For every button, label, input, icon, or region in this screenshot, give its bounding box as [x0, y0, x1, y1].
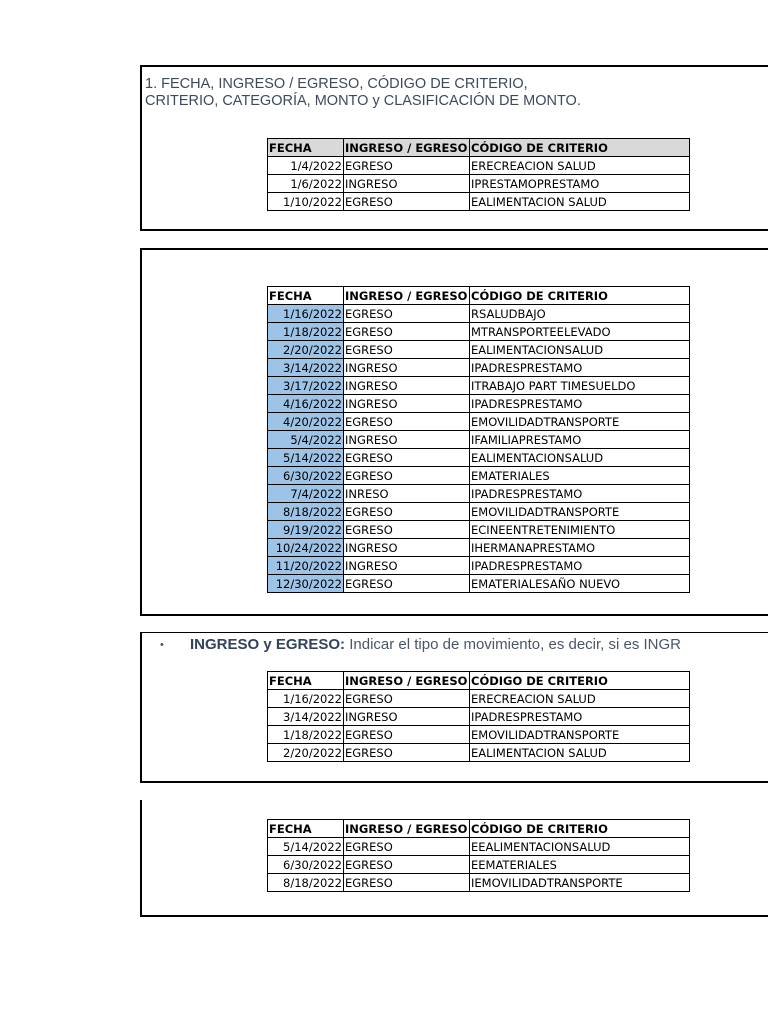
codigo-criterio-cell[interactable]: EALIMENTACIONSALUD — [470, 341, 690, 359]
codigo-criterio-cell[interactable]: MTRANSPORTEELEVADO — [470, 323, 690, 341]
title-line-1: 1. FECHA, INGRESO / EGRESO, CÓDIGO DE CRITERIO, — [145, 76, 528, 92]
codigo-criterio-cell[interactable]: EMOVILIDADTRANSPORTE — [470, 503, 690, 521]
ingreso-egreso-cell[interactable]: EGRESO — [344, 744, 470, 762]
codigo-criterio-cell[interactable]: IPADRESPRESTAMO — [470, 557, 690, 575]
ingreso-egreso-cell[interactable]: EGRESO — [344, 726, 470, 744]
table-row — [268, 449, 690, 467]
criteria-table-2 — [267, 286, 690, 593]
section-1-panel — [140, 65, 768, 231]
bullet-text: Indicar el tipo de movimiento, es decir, si es INGR — [345, 636, 682, 653]
ingreso-egreso-cell[interactable]: EGRESO — [344, 467, 470, 485]
ingreso-egreso-cell[interactable]: INGRESO — [344, 359, 470, 377]
criteria-table-1 — [267, 138, 690, 211]
codigo-criterio-cell[interactable]: EALIMENTACION SALUD — [470, 744, 690, 762]
fecha-cell[interactable]: 4/16/2022 — [268, 395, 344, 413]
codigo-criterio-header: CÓDIGO DE CRITERIO — [470, 672, 690, 690]
ingreso-egreso-header: INGRESO / EGRESO — [344, 672, 470, 690]
table-row — [268, 341, 690, 359]
codigo-criterio-cell[interactable]: IPADRESPRESTAMO — [470, 395, 690, 413]
page-title — [145, 76, 581, 110]
table-row — [268, 359, 690, 377]
codigo-criterio-header: CÓDIGO DE CRITERIO — [470, 820, 690, 838]
codigo-criterio-cell[interactable]: RSALUDBAJO — [470, 305, 690, 323]
table-row — [268, 157, 690, 175]
codigo-criterio-cell[interactable]: ERECREACION SALUD — [470, 157, 690, 175]
fecha-cell[interactable]: 6/30/2022 — [268, 467, 344, 485]
fecha-header: FECHA — [268, 672, 344, 690]
fecha-cell[interactable]: 2/20/2022 — [268, 341, 344, 359]
ingreso-egreso-cell[interactable]: INGRESO — [344, 175, 470, 193]
fecha-cell[interactable]: 1/16/2022 — [268, 305, 344, 323]
criteria-table-3 — [267, 671, 690, 762]
fecha-cell[interactable]: 3/17/2022 — [268, 377, 344, 395]
codigo-criterio-cell[interactable]: IPADRESPRESTAMO — [470, 359, 690, 377]
section-3-panel — [140, 632, 768, 783]
fecha-cell[interactable]: 3/14/2022 — [268, 708, 344, 726]
table-row — [268, 485, 690, 503]
codigo-criterio-cell[interactable]: EALIMENTACION SALUD — [470, 193, 690, 211]
ingreso-egreso-header: INGRESO / EGRESO — [344, 139, 470, 157]
fecha-cell[interactable]: 7/4/2022 — [268, 485, 344, 503]
ingreso-egreso-cell[interactable]: EGRESO — [344, 193, 470, 211]
fecha-header: FECHA — [268, 820, 344, 838]
ingreso-egreso-cell[interactable]: INGRESO — [344, 395, 470, 413]
ingreso-egreso-cell[interactable]: EGRESO — [344, 305, 470, 323]
fecha-cell[interactable]: 1/4/2022 — [268, 157, 344, 175]
fecha-cell[interactable]: 2/20/2022 — [268, 744, 344, 762]
fecha-cell[interactable]: 4/20/2022 — [268, 413, 344, 431]
ingreso-egreso-cell[interactable]: EGRESO — [344, 157, 470, 175]
codigo-criterio-cell[interactable]: EEMATERIALES — [470, 856, 690, 874]
table-row — [268, 467, 690, 485]
table-row — [268, 726, 690, 744]
codigo-criterio-cell[interactable]: EMOVILIDADTRANSPORTE — [470, 726, 690, 744]
fecha-cell[interactable]: 5/4/2022 — [268, 431, 344, 449]
table-row — [268, 874, 690, 892]
table-row — [268, 557, 690, 575]
fecha-cell[interactable]: 11/20/2022 — [268, 557, 344, 575]
fecha-cell[interactable]: 1/18/2022 — [268, 726, 344, 744]
bullet-dot: • — [160, 639, 164, 651]
table-header-row — [268, 820, 690, 838]
table-header-row — [268, 287, 690, 305]
table-row — [268, 305, 690, 323]
fecha-cell[interactable]: 8/18/2022 — [268, 503, 344, 521]
fecha-header: FECHA — [268, 139, 344, 157]
table-row — [268, 503, 690, 521]
ingreso-egreso-cell[interactable]: EGRESO — [344, 690, 470, 708]
ingreso-egreso-cell[interactable]: INGRESO — [344, 539, 470, 557]
ingreso-egreso-cell[interactable]: INGRESO — [344, 708, 470, 726]
table-row — [268, 413, 690, 431]
table-row — [268, 856, 690, 874]
section-4-panel — [140, 800, 768, 917]
fecha-cell[interactable]: 3/14/2022 — [268, 359, 344, 377]
table-row — [268, 193, 690, 211]
codigo-criterio-header: CÓDIGO DE CRITERIO — [470, 139, 690, 157]
codigo-criterio-cell[interactable]: IEMOVILIDADTRANSPORTE — [470, 874, 690, 892]
table-row — [268, 838, 690, 856]
ingreso-egreso-cell[interactable]: EGRESO — [344, 521, 470, 539]
ingreso-egreso-cell[interactable]: INGRESO — [344, 557, 470, 575]
codigo-criterio-cell[interactable]: IPRESTAMOPRESTAMO — [470, 175, 690, 193]
ingreso-egreso-header: INGRESO / EGRESO — [344, 287, 470, 305]
fecha-header: FECHA — [268, 287, 344, 305]
fecha-cell[interactable]: 1/18/2022 — [268, 323, 344, 341]
fecha-cell[interactable]: 12/30/2022 — [268, 575, 344, 593]
ingreso-egreso-cell[interactable]: EGRESO — [344, 856, 470, 874]
fecha-cell[interactable]: 1/16/2022 — [268, 690, 344, 708]
codigo-criterio-cell[interactable]: EEALIMENTACIONSALUD — [470, 838, 690, 856]
fecha-cell[interactable]: 6/30/2022 — [268, 856, 344, 874]
bullet-note — [160, 635, 690, 655]
codigo-criterio-cell[interactable]: EMOVILIDADTRANSPORTE — [470, 413, 690, 431]
ingreso-egreso-cell[interactable]: EGRESO — [344, 838, 470, 856]
table-row — [268, 708, 690, 726]
codigo-criterio-cell[interactable]: EMATERIALESAÑO NUEVO — [470, 575, 690, 593]
codigo-criterio-cell[interactable]: IFAMILIAPRESTAMO — [470, 431, 690, 449]
table-row — [268, 744, 690, 762]
ingreso-egreso-cell[interactable]: INRESO — [344, 485, 470, 503]
criteria-table-4 — [267, 819, 690, 892]
codigo-criterio-cell[interactable]: ECINEENTRETENIMIENTO — [470, 521, 690, 539]
codigo-criterio-cell[interactable]: ERECREACION SALUD — [470, 690, 690, 708]
ingreso-egreso-cell[interactable]: EGRESO — [344, 413, 470, 431]
codigo-criterio-cell[interactable]: EMATERIALES — [470, 467, 690, 485]
ingreso-egreso-cell[interactable]: EGRESO — [344, 341, 470, 359]
fecha-cell[interactable]: 1/6/2022 — [268, 175, 344, 193]
fecha-cell[interactable]: 5/14/2022 — [268, 838, 344, 856]
codigo-criterio-cell[interactable]: IPADRESPRESTAMO — [470, 485, 690, 503]
table-row — [268, 377, 690, 395]
ingreso-egreso-cell[interactable]: EGRESO — [344, 323, 470, 341]
fecha-cell[interactable]: 8/18/2022 — [268, 874, 344, 892]
ingreso-egreso-cell[interactable]: INGRESO — [344, 377, 470, 395]
ingreso-egreso-cell[interactable]: EGRESO — [344, 449, 470, 467]
table-row — [268, 175, 690, 193]
ingreso-egreso-cell[interactable]: INGRESO — [344, 431, 470, 449]
table-header-row — [268, 139, 690, 157]
table-row — [268, 575, 690, 593]
table-row — [268, 431, 690, 449]
codigo-criterio-cell[interactable]: ITRABAJO PART TIMESUELDO — [470, 377, 690, 395]
ingreso-egreso-header: INGRESO / EGRESO — [344, 820, 470, 838]
codigo-criterio-header: CÓDIGO DE CRITERIO — [470, 287, 690, 305]
title-line-2: CRITERIO, CATEGORÍA, MONTO y CLASIFICACIÓN DE MONTO. — [145, 93, 581, 109]
bullet-label: INGRESO y EGRESO: — [190, 636, 346, 653]
table-header-row — [268, 672, 690, 690]
section-2-panel — [140, 248, 768, 616]
table-row — [268, 323, 690, 341]
codigo-criterio-cell[interactable]: IPADRESPRESTAMO — [470, 708, 690, 726]
table-row — [268, 690, 690, 708]
table-row — [268, 395, 690, 413]
ingreso-egreso-cell[interactable]: EGRESO — [344, 874, 470, 892]
ingreso-egreso-cell[interactable]: EGRESO — [344, 503, 470, 521]
fecha-cell[interactable]: 1/10/2022 — [268, 193, 344, 211]
codigo-criterio-cell[interactable]: IHERMANAPRESTAMO — [470, 539, 690, 557]
ingreso-egreso-cell[interactable]: EGRESO — [344, 575, 470, 593]
table-row — [268, 521, 690, 539]
fecha-cell[interactable]: 9/19/2022 — [268, 521, 344, 539]
table-row — [268, 539, 690, 557]
codigo-criterio-cell[interactable]: EALIMENTACIONSALUD — [470, 449, 690, 467]
fecha-cell[interactable]: 5/14/2022 — [268, 449, 344, 467]
fecha-cell[interactable]: 10/24/2022 — [268, 539, 344, 557]
